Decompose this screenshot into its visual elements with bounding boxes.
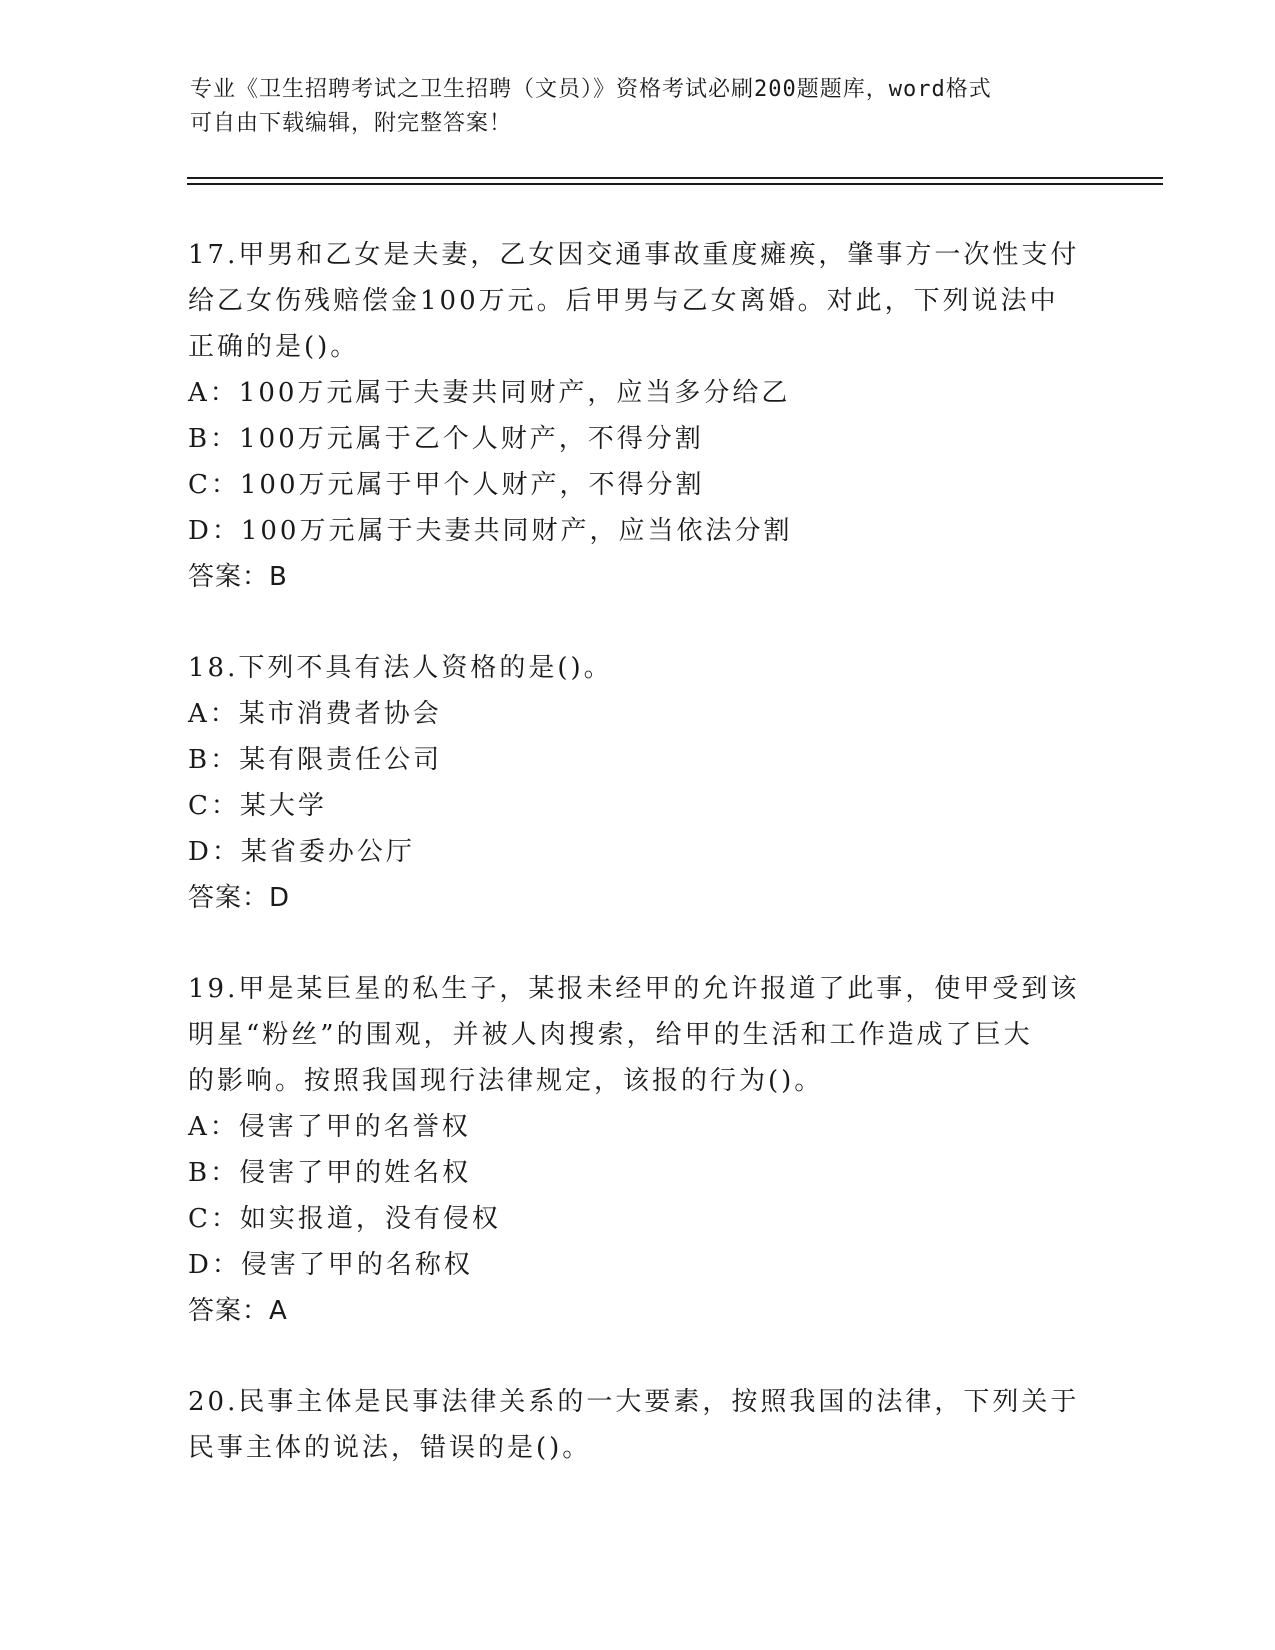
- option-d: D：100万元属于夫妻共同财产，应当依法分割: [188, 516, 793, 546]
- question-stem-line: 明星“粉丝”的围观，并被人肉搜索，给甲的生活和工作造成了巨大: [188, 1020, 1033, 1050]
- option-a: A：100万元属于夫妻共同财产，应当多分给乙: [188, 378, 791, 408]
- question-stem-line: 20.民事主体是民事法律关系的一大要素，按照我国的法律，下列关于: [188, 1387, 1080, 1417]
- question-list: [188, 232, 1088, 1516]
- question-17: [188, 232, 1088, 600]
- option-d: D：某省委办公厅: [188, 837, 415, 867]
- question-19: [188, 966, 1088, 1334]
- option-c: C：100万元属于甲个人财产，不得分割: [188, 470, 705, 500]
- question-stem-line: 17.甲男和乙女是夫妻，乙女因交通事故重度瘫痪，肇事方一次性支付: [188, 240, 1080, 270]
- option-d: D：侵害了甲的名称权: [188, 1250, 473, 1280]
- answer-line: 答案：B: [188, 562, 288, 592]
- question-stem-line: 19.甲是某巨星的私生子，某报未经甲的允许报道了此事，使甲受到该: [188, 974, 1080, 1004]
- question-stem-line: 正确的是()。: [188, 332, 360, 362]
- question-20: [188, 1379, 1088, 1471]
- header-divider-top: [187, 177, 1163, 179]
- answer-line: 答案：D: [188, 883, 291, 913]
- option-c: C：某大学: [188, 791, 327, 821]
- option-b: B：100万元属于乙个人财产，不得分割: [188, 424, 704, 454]
- question-stem-line: 18.下列不具有法人资格的是()。: [188, 653, 613, 683]
- option-b: B：某有限责任公司: [188, 745, 443, 775]
- option-a: A：某市消费者协会: [188, 699, 442, 729]
- option-b: B：侵害了甲的姓名权: [188, 1158, 472, 1188]
- answer-line: 答案：A: [188, 1296, 288, 1326]
- document-header: [190, 73, 1090, 141]
- option-c: C：如实报道，没有侵权: [188, 1204, 501, 1234]
- question-stem-line: 民事主体的说法，错误的是()。: [188, 1433, 592, 1463]
- header-line-1: 专业《卫生招聘考试之卫生招聘（文员）》资格考试必刷200题题库，word格式: [190, 77, 992, 102]
- header-line-2: 可自由下载编辑，附完整答案！: [190, 111, 513, 136]
- question-18: [188, 645, 1088, 921]
- option-a: A：侵害了甲的名誉权: [188, 1112, 471, 1142]
- question-stem-line: 的影响。按照我国现行法律规定，该报的行为()。: [188, 1066, 824, 1096]
- question-stem-line: 给乙女伤残赔偿金100万元。后甲男与乙女离婚。对此，下列说法中: [188, 286, 1059, 316]
- header-divider-bottom: [187, 183, 1163, 185]
